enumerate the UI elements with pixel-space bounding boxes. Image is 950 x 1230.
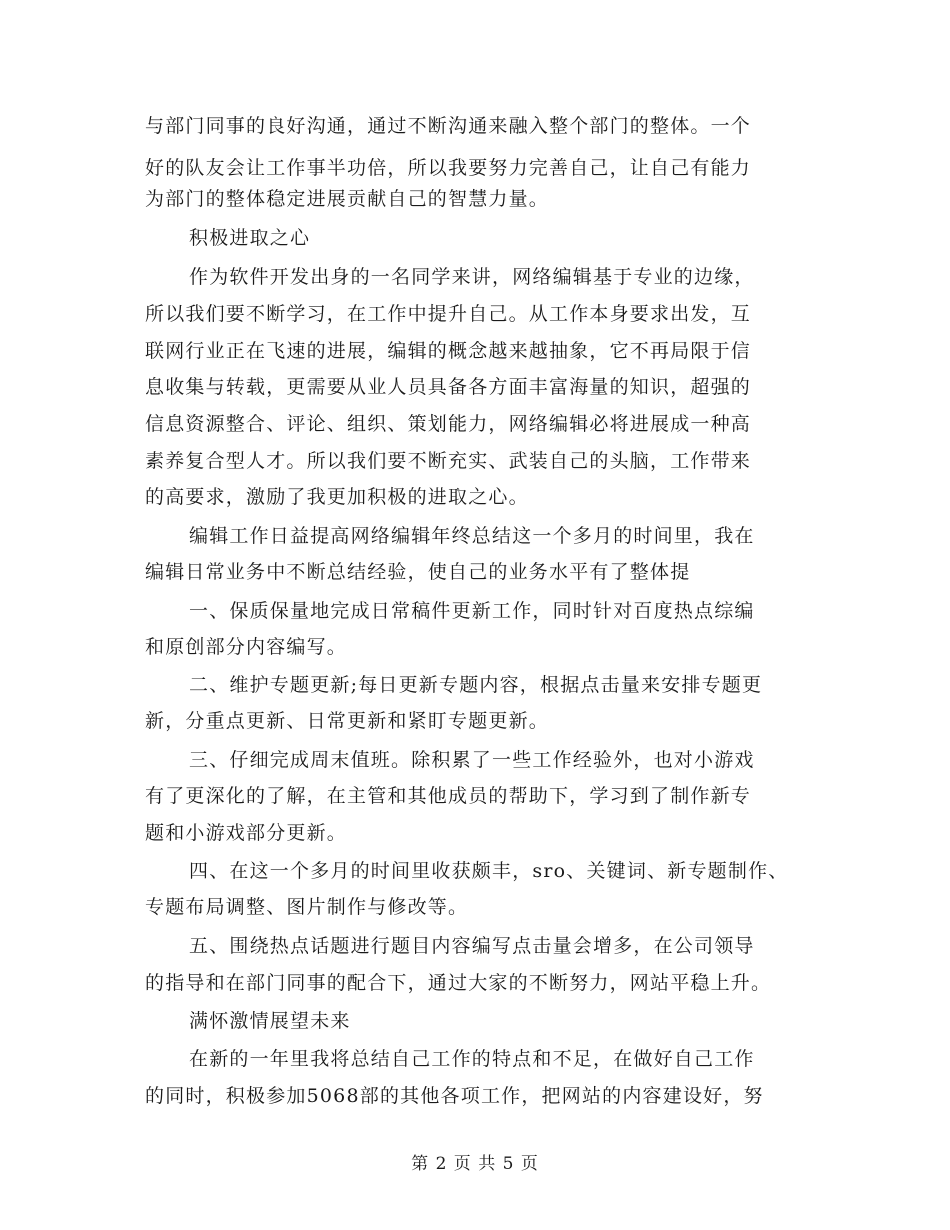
list-item-3-line-3: 题和小游戏部分更新。: [145, 822, 348, 844]
list-item-1-line-2: 和原创部分内容编写。: [145, 636, 348, 658]
list-item-1-line-1: 一、保质保量地完成日常稿件更新工作，同时针对百度热点综编: [189, 600, 755, 622]
paragraph-line-5: 作为软件开发出身的一名同学来讲，网络编辑基于专业的边缘，: [189, 266, 755, 288]
paragraph-line-9: 信息资源整合、评论、组织、策划能力，网络编辑必将进展成一种高: [145, 413, 752, 435]
list-item-5-line-2: 的指导和在部门同事的配合下，通过大家的不断努力，网站平稳上升。: [145, 972, 772, 994]
list-item-4-line-1: 四、在这一个多月的时间里收获颇丰，sro、关键词、新专题制作、: [189, 860, 789, 882]
paragraph-line-1: 与部门同事的良好沟通，通过不断沟通来融入整个部门的整体。一个: [145, 115, 752, 137]
paragraph-line-11: 的高要求，激励了我更加积极的进取之心。: [145, 486, 529, 508]
list-item-2-line-2: 新，分重点更新、日常更新和紧盯专题更新。: [145, 710, 550, 732]
paragraph-line-12: 编辑工作日益提高网络编辑年终总结这一个多月的时间里，我在: [189, 525, 755, 547]
list-item-3-line-2: 有了更深化的了解，在主管和其他成员的帮助下，学习到了制作新专: [145, 785, 752, 807]
list-item-3-line-1: 三、仔细完成周末值班。除积累了一些工作经验外，也对小游戏: [189, 749, 755, 771]
list-item-5-line-1: 五、围绕热点话题进行题目内容编写点击量会增多，在公司领导: [189, 935, 755, 957]
section-heading-future: 满怀激情展望未来: [189, 1010, 351, 1032]
paragraph-line-2: 好的队友会让工作事半功倍，所以我要努力完善自己，让自己有能力: [145, 157, 752, 179]
list-item-2-line-1: 二、维护专题更新;每日更新专题内容，根据点击量来安排专题更: [189, 674, 763, 696]
paragraph-line-6: 所以我们要不断学习，在工作中提升自己。从工作本身要求出发，互: [145, 303, 752, 325]
section-heading-proactive: 积极进取之心: [189, 227, 311, 249]
paragraph-line-7: 联网行业正在飞速的进展，编辑的概念越来越抽象，它不再局限于信: [145, 340, 752, 362]
paragraph-line-13: 编辑日常业务中不断总结经验，使自己的业务水平有了整体提: [145, 561, 691, 583]
paragraph-line-27: 的同时，积极参加5068部的其他各项工作，把网站的内容建设好，努: [145, 1085, 764, 1107]
paragraph-line-3: 为部门的整体稳定进展贡献自己的智慧力量。: [145, 188, 550, 210]
paragraph-line-10: 素养复合型人才。所以我们要不断充实、武装自己的头脑，工作带来: [145, 450, 752, 472]
page-number-footer: 第 2 页 共 5 页: [411, 1154, 539, 1174]
list-item-4-line-2: 专题布局调整、图片制作与修改等。: [145, 896, 469, 918]
paragraph-line-26: 在新的一年里我将总结自己工作的特点和不足，在做好自己工作: [189, 1048, 755, 1070]
paragraph-line-8: 息收集与转载，更需要从业人员具备各方面丰富海量的知识，超强的: [145, 376, 752, 398]
